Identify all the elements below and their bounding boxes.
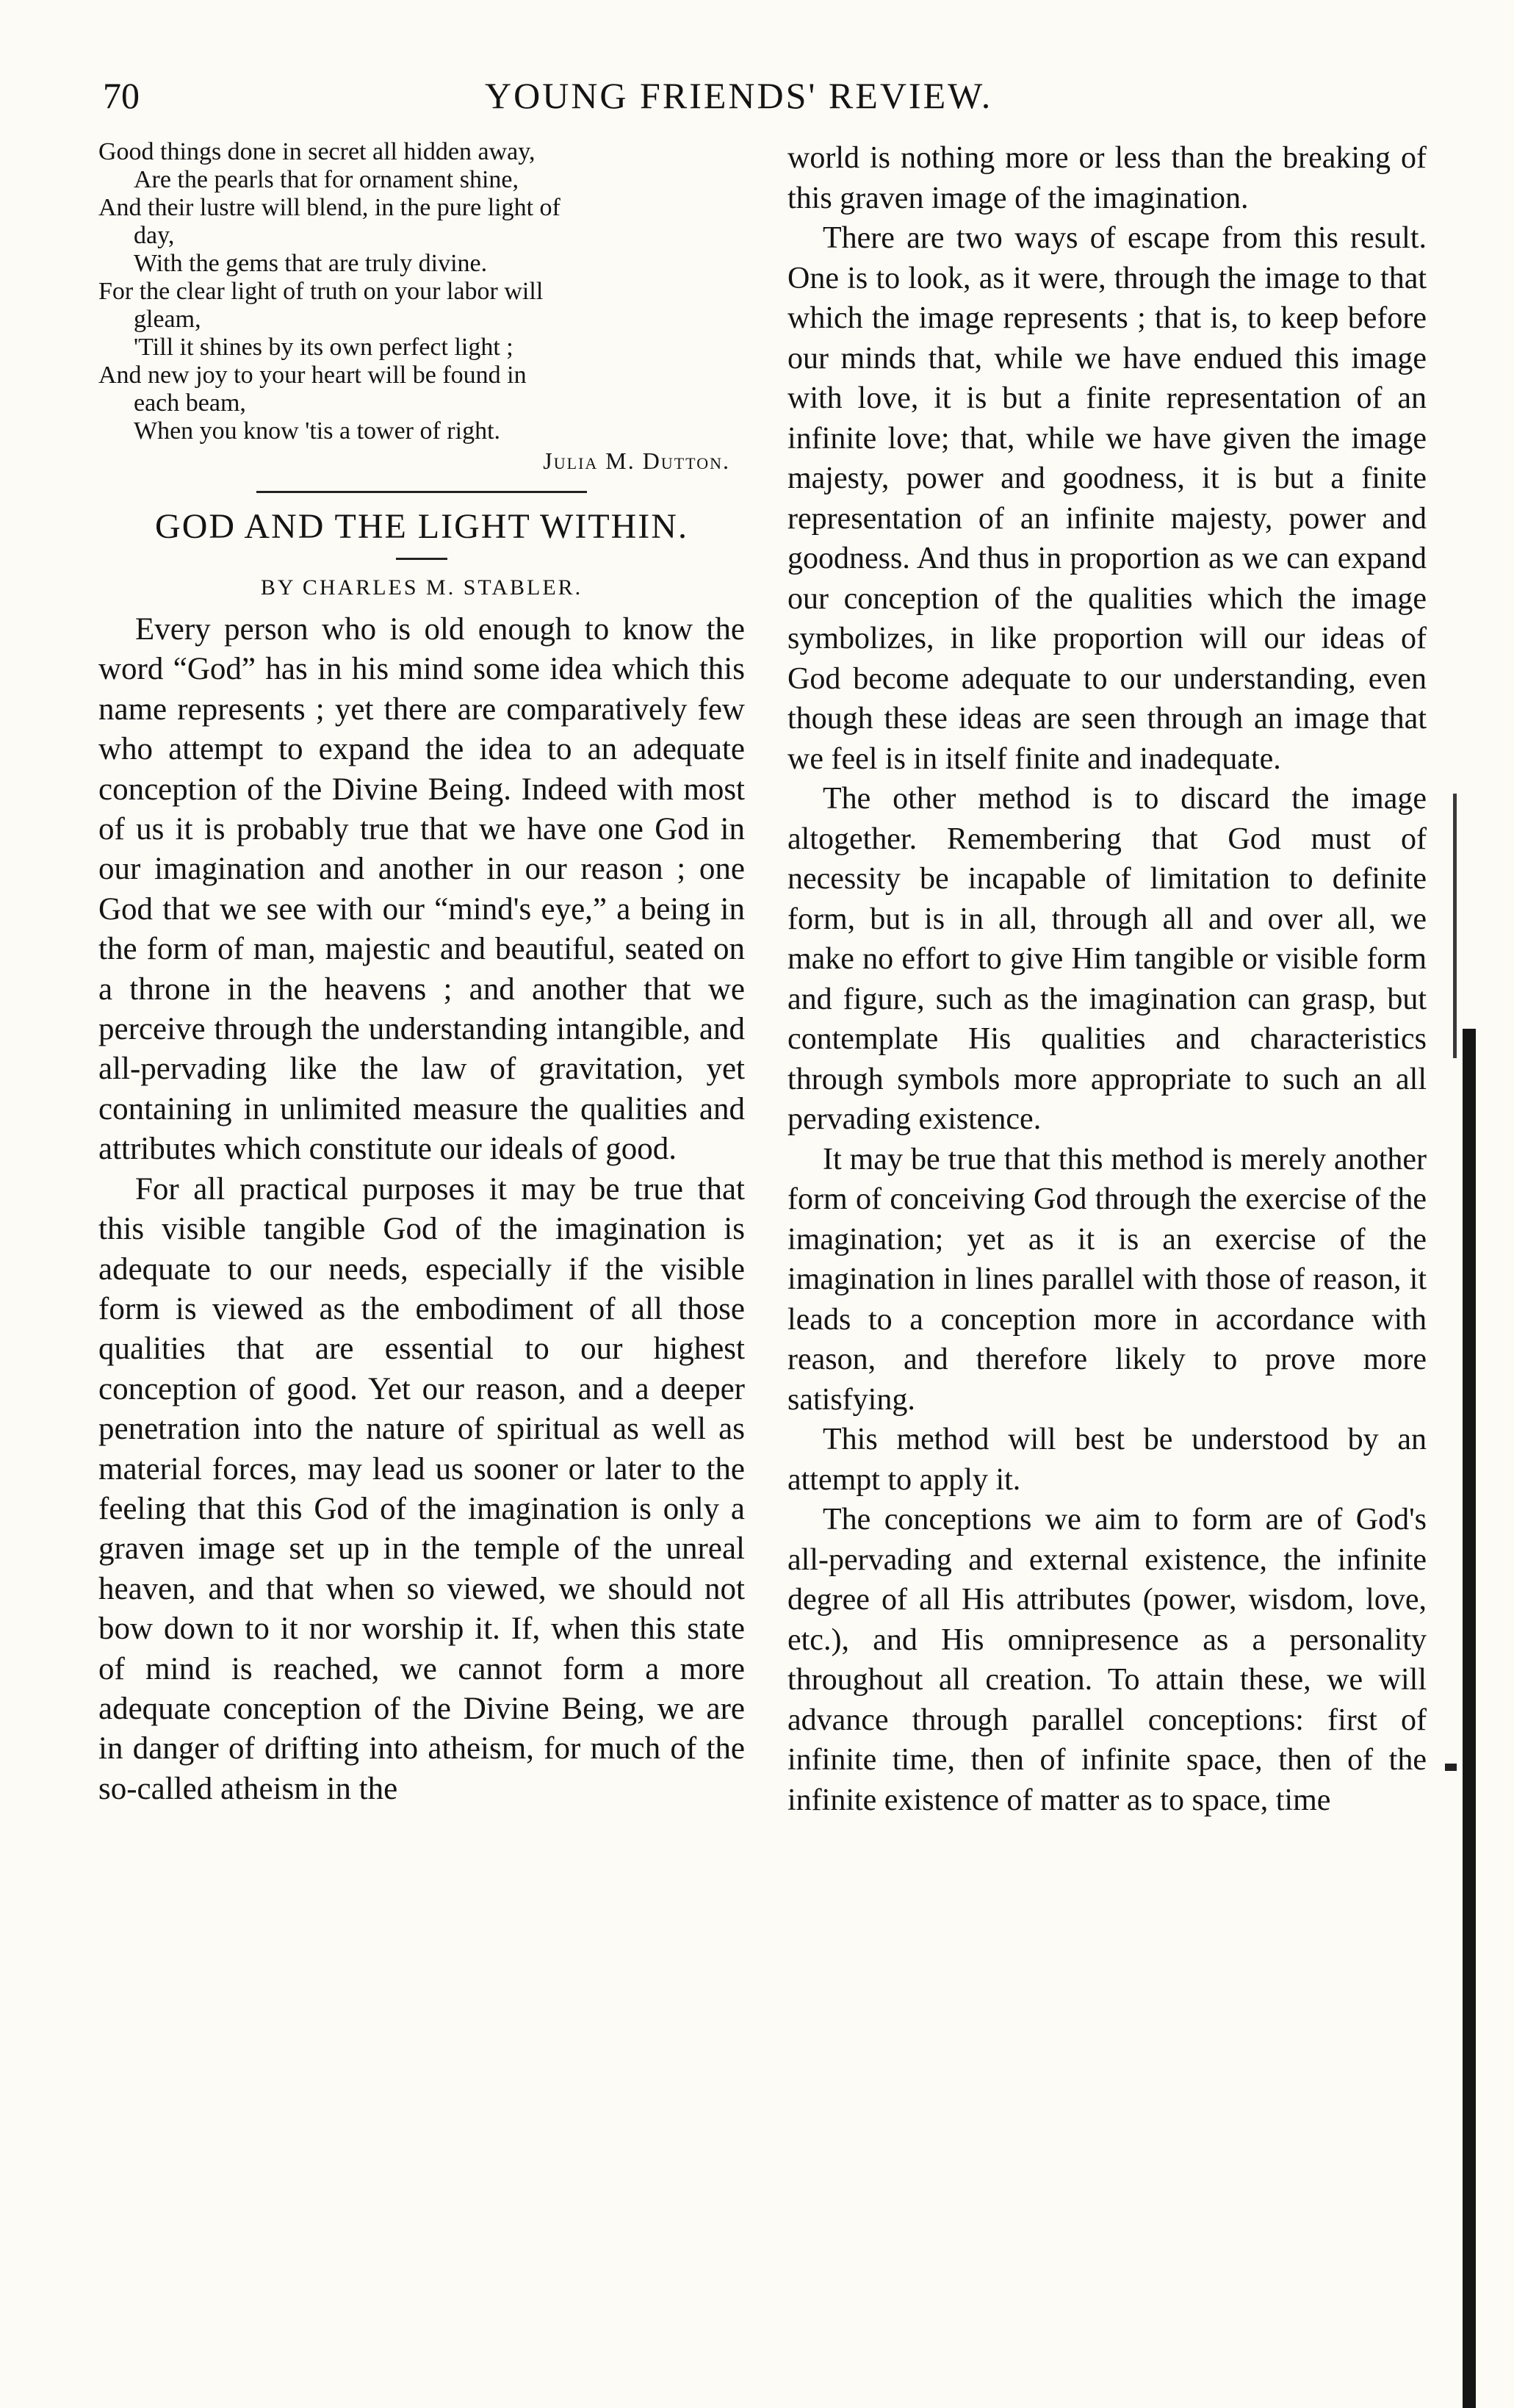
page-header — [103, 73, 1410, 125]
right-column — [787, 138, 1427, 1820]
poem-line: With the gems that are truly divine. — [134, 250, 488, 277]
scan-edge-mark — [1445, 1764, 1457, 1771]
paragraph: This method will best be understood by an attempt to apply it. — [787, 1423, 1427, 1497]
poem-author: Julia M. Dutton. — [543, 448, 730, 474]
article-title: GOD AND THE LIGHT WITHIN. — [155, 507, 688, 546]
poem-line: For the clear light of truth on your labor will — [98, 278, 544, 305]
paragraph: For all practical purposes it may be true that this visible tangible God of the imagination is adequate to our needs, especially if the visible form is viewed as the embodiment of all those qualities that are essential to our highest conception of good. Yet our reason, and a deeper penetration into the nature of spiritual as well as material forces, may lead us sooner or later to the feeling that this God of the imagination is only a graven image set up in the temple of the unreal heaven, and that when so viewed, we should not bow down to it nor worship it. If, when this state of mind is reached, we cannot form a more adequate conception of the Divine Being, we are in danger of drifting into atheism, for much of the so-called atheism in the — [98, 1171, 745, 1806]
poem-line: day, — [134, 222, 175, 249]
poem-line: each beam, — [134, 389, 246, 417]
poem-line: Are the pearls that for ornament shine, — [134, 166, 519, 193]
poem-line: 'Till it shines by its own perfect light ; — [134, 334, 513, 361]
scan-edge-shadow — [1463, 1029, 1476, 2408]
running-title: YOUNG FRIENDS' REVIEW. — [485, 75, 993, 116]
paragraph: The other method is to discard the image altogether. Remembering that God must of necessity be incapable of limitation to definite form, but is in all, through all and over all, we make no effort to give Him tangible or visible form and figure, such as the imagination can grasp, but contemplate His qualities and characteristics through symbols more appropriate to such an all pervading existence. — [787, 782, 1427, 1136]
section-divider — [256, 491, 587, 493]
poem-line: And their lustre will blend, in the pure light of — [98, 194, 560, 221]
poem-line: And new joy to your heart will be found in — [98, 362, 527, 389]
page-number: 70 — [103, 75, 140, 116]
left-body — [98, 610, 745, 1809]
paragraph-continuation: world is nothing more or less than the breaking of this graven image of the imagination. — [787, 141, 1427, 215]
paragraph: The conceptions we aim to form are of God's all-pervading and external existence, the infinite degree of all His attributes (power, wisdom, love, etc.), and His omnipresence as a personality throughout all creation. To attain these, we will advance through parallel conceptions: first of infinite time, then of infinite space, then of the infinite existence of matter as to space, time — [787, 1503, 1427, 1817]
paragraph: There are two ways of escape from this result. One is to look, as it were, through the image to that which the image represents ; that is, to keep before our minds that, while we have endued this image with love, it is but a finite representation of an infinite love; that, while we have given the image majesty, power and goodness, it is but a finite representation of an infinite majesty, power and goodness. And thus in proportion as we can expand our conception of the qualities which the image symbolizes, in like proportion will our ideas of God become adequate to our understanding, even though these ideas are seen through an image that we feel is in itself finite and inadequate. — [787, 221, 1427, 776]
left-column — [98, 138, 745, 1809]
poem-line: When you know 'tis a tower of right. — [134, 417, 501, 445]
paragraph: Every person who is old enough to know the word “God” has in his mind some idea which this name represents ; yet there are comparatively few who attempt to expand the idea to an adequate conception of the Divine Being. Indeed with most of us it is probably true that we have one God in our imagination and another in our reason ; one God that we see with our “mind's eye,” a being in the form of man, majestic and beautiful, seated on a throne in the heavens ; and another that we perceive through the understanding intangible, and all-pervading like the law of gravitation, yet containing in unlimited measure the qualities and attributes which constitute our ideals of good. — [98, 612, 745, 1167]
right-body — [787, 138, 1427, 1820]
poem-line: gleam, — [134, 306, 201, 333]
poem — [98, 138, 745, 475]
paragraph: It may be true that this method is merely another form of conceiving God through the exercise of the imagination; yet as it is an exercise of the imagination in lines parallel with those of reason, it leads to a conception more in accordance with reason, and therefore likely to prove more satisfying. — [787, 1142, 1427, 1417]
poem-line: Good things done in secret all hidden away, — [98, 138, 536, 165]
article-byline: BY CHARLES M. STABLER. — [260, 575, 583, 600]
scan-edge-line — [1453, 794, 1457, 1058]
title-divider — [396, 558, 447, 560]
